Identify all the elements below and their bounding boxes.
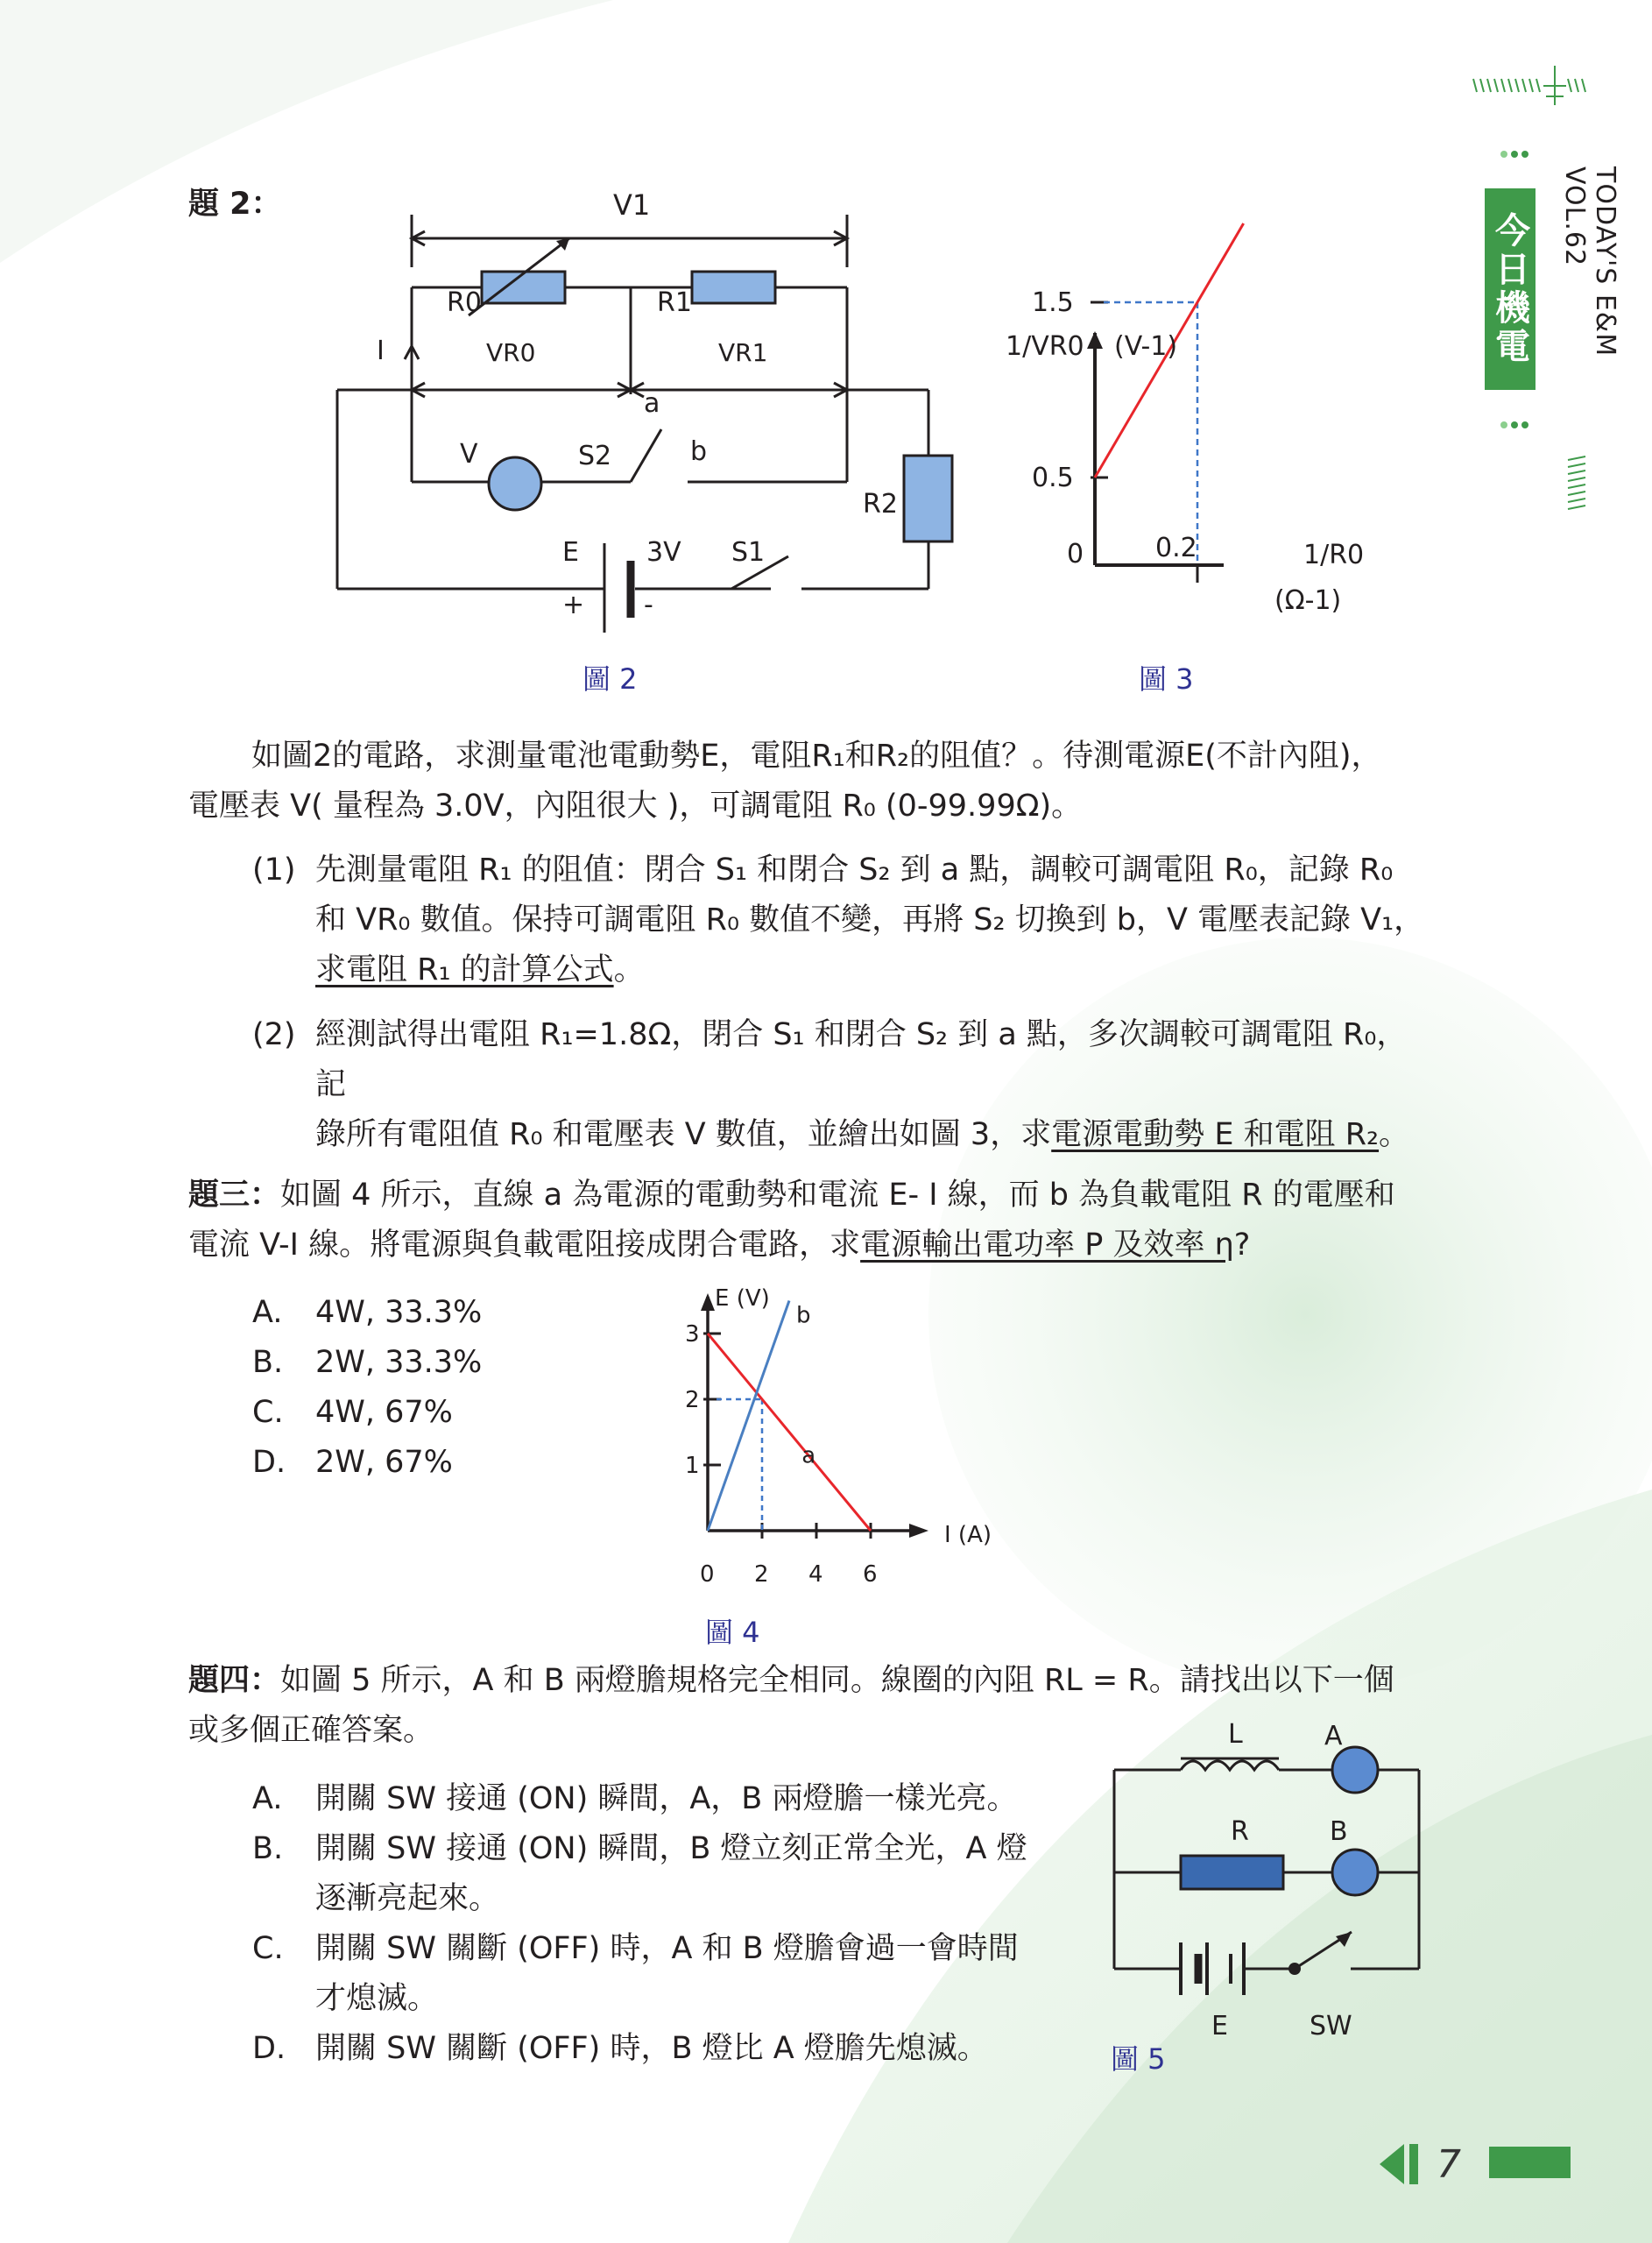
label-r: R	[1231, 1816, 1249, 1847]
figure-3-chart	[999, 287, 1384, 622]
label-r0: R0	[447, 287, 482, 318]
y-tick-label: 3	[685, 1321, 700, 1348]
label-e: E	[1211, 2011, 1228, 2041]
page-arrow-icon	[1380, 2144, 1423, 2184]
q3-option-c-letter: C.	[252, 1395, 284, 1430]
q2-part1-end: 。	[613, 952, 645, 987]
q4-option-b-letter: B.	[252, 1831, 284, 1866]
y-axis-label: 1/VR0	[1006, 331, 1084, 362]
x-tick-label: 4	[808, 1561, 823, 1588]
q3-options	[252, 1288, 603, 1488]
label-s1: S1	[731, 537, 766, 568]
y-axis-arrow	[701, 1293, 715, 1311]
y-axis-arrow	[1087, 331, 1103, 349]
x-axis-unit: (Ω-1)	[1274, 585, 1342, 616]
q3-heading: 題三：	[188, 1178, 281, 1213]
label-a: a	[644, 388, 660, 419]
figure-4-caption: 圖 4	[705, 1616, 760, 1649]
q4-heading: 題四：	[188, 1663, 281, 1698]
q3-option-d-text: 2W, 67%	[315, 1445, 453, 1480]
q3-line1: 如圖 4 所示，直線 a 為電源的電動勢和電流 E- I 線，而 b 為負載電阻 R 的電壓和	[280, 1178, 1395, 1213]
label-i: I	[377, 336, 385, 366]
q2-intro-line1: 如圖2的電路，求測量電池電動勢E，電阻R₁和R₂的阻值？。待測電源E(不計內阻)，	[251, 739, 1382, 774]
q4-option-d-text: 開關 SW 關斷 (OFF) 時，B 燈比 A 燈膽先熄滅。	[315, 2031, 988, 2066]
label-e: E	[562, 537, 579, 568]
q4-option-a-text: 開關 SW 接通 (ON) 瞬間，A，B 兩燈膽一樣光亮。	[315, 1781, 1018, 1816]
q2-intro	[188, 732, 1432, 831]
q2-part1	[252, 846, 1435, 995]
x-tick-label: 0.2	[1155, 533, 1197, 563]
x-tick-label: 6	[863, 1561, 878, 1588]
series-b-label: b	[796, 1302, 811, 1329]
figure-2-caption: 圖 2	[582, 662, 638, 696]
q3-option-c-text: 4W, 67%	[315, 1395, 453, 1430]
label-r2: R2	[863, 489, 898, 520]
q3-text	[188, 1171, 1441, 1270]
q2-part2-underline: 電源電動勢 E 和電阻 R₂	[1051, 1117, 1380, 1152]
q3-underline: 電源輸出電功率 P 及效率 η	[860, 1228, 1234, 1263]
label-v1: V1	[613, 188, 651, 222]
x-tick-label: 0	[1067, 539, 1084, 570]
y-tick-label: 2	[685, 1387, 700, 1413]
q2-part2-end: 。	[1379, 1117, 1410, 1152]
q4-option-b-text2: 逐漸亮起來。	[315, 1881, 500, 1916]
q2-part1-line1: 先測量電阻 R₁ 的阻值：閉合 S₁ 和閉合 S₂ 到 a 點，調較可調電阻 R₀，記錄 R₀	[315, 853, 1394, 888]
footer-bar	[1489, 2147, 1571, 2178]
label-3v: 3V	[646, 537, 681, 568]
q4-option-c-text: 開關 SW 關斷 (OFF) 時，A 和 B 燈膽會過一會時間	[315, 1931, 1019, 1966]
x-tick-label: 0	[700, 1561, 715, 1588]
label-minus: -	[644, 590, 653, 620]
label-lamp-b: B	[1330, 1816, 1348, 1847]
q3-end: ?	[1233, 1228, 1251, 1263]
figure-3-caption: 圖 3	[1139, 662, 1194, 696]
q2-part2-number: (2)	[252, 1017, 296, 1052]
label-r1: R1	[657, 287, 692, 318]
q2-heading: 題 2：	[188, 187, 282, 222]
series-a-label: a	[801, 1442, 816, 1469]
q4-option-c-letter: C.	[252, 1931, 284, 1966]
q3-option-c[interactable]	[252, 1388, 603, 1438]
q4-option-a-letter: A.	[252, 1781, 283, 1816]
q3-option-a-letter: A.	[252, 1295, 283, 1330]
q2-intro-line2: 電壓表 V( 量程為 3.0V，內阻很大 )，可調電阻 R₀ (0-99.99Ω)。	[188, 789, 1083, 824]
label-vr0: VR0	[486, 338, 536, 367]
q3-option-b-text: 2W, 33.3%	[315, 1345, 483, 1380]
q2-part2-line2: 錄所有電阻值 R₀ 和電壓表 V 數值，並繪出如圖 3，求	[315, 1117, 1052, 1152]
section-tab-label: 今日機電	[1489, 212, 1530, 366]
figure-5-circuit	[1104, 1713, 1428, 2046]
page-number: 7	[1437, 2142, 1461, 2187]
y-axis-label: E (V)	[715, 1285, 770, 1312]
x-axis-label: I (A)	[944, 1522, 992, 1548]
q4-option-b[interactable]	[252, 1824, 1041, 1924]
x-axis-label: 1/R0	[1303, 540, 1365, 570]
x-tick-label: 2	[754, 1561, 769, 1588]
q4-option-d-letter: D.	[252, 2031, 286, 2066]
label-l: L	[1228, 1719, 1243, 1750]
q4-option-c[interactable]	[252, 1924, 1041, 2024]
q4-options	[252, 1774, 1041, 2074]
label-vr1: VR1	[718, 338, 768, 367]
q3-option-a-text: 4W, 33.3%	[315, 1295, 483, 1330]
q3-line2: 電流 V-I 線。將電源與負載電阻接成閉合電路，求	[188, 1228, 861, 1263]
magazine-name: TODAY'S E&M VOL.62	[1559, 166, 1620, 357]
q2-part2	[252, 1010, 1435, 1160]
y-tick-label: 1.5	[1032, 287, 1074, 318]
label-lamp-a: A	[1324, 1721, 1343, 1751]
q4-option-b-text: 開關 SW 接通 (ON) 瞬間，B 燈立刻正常全光，A 燈	[315, 1831, 1027, 1866]
x-axis-arrow	[909, 1524, 928, 1538]
label-sw: SW	[1310, 2011, 1352, 2041]
q4-line2: 或多個正確答案。	[188, 1713, 434, 1748]
figure-4-chart	[674, 1279, 1007, 1595]
figure-2-circuit	[324, 175, 955, 701]
q4-option-a[interactable]	[252, 1774, 1041, 1824]
q2-part1-line2: 和 VR₀ 數值。保持可調電阻 R₀ 數值不變，再將 S₂ 切換到 b，V 電壓表記錄 V₁，	[315, 902, 1425, 938]
q4-line1: 如圖 5 所示，A 和 B 兩燈膽規格完全相同。線圈的內阻 RL = R。請找出以下一個	[280, 1663, 1394, 1698]
q3-option-d[interactable]	[252, 1438, 603, 1488]
label-plus: +	[562, 590, 585, 620]
y-axis-unit: (V-1)	[1114, 331, 1178, 362]
q3-option-d-letter: D.	[252, 1445, 286, 1480]
q2-part2-line1: 經測試得出電阻 R₁=1.8Ω，閉合 S₁ 和閉合 S₂ 到 a 點，多次調較可調電阻 R₀，記	[315, 1017, 1408, 1102]
y-tick-label: 1	[685, 1453, 700, 1479]
label-s2: S2	[578, 441, 612, 471]
label-b: b	[690, 436, 708, 467]
q4-option-c-text2: 才熄滅。	[315, 1981, 439, 2016]
q3-option-a[interactable]	[252, 1288, 603, 1338]
q3-option-b[interactable]	[252, 1338, 603, 1388]
q2-part1-number: (1)	[252, 853, 296, 888]
series-a-line	[708, 1334, 871, 1531]
section-tab	[1485, 188, 1536, 390]
label-v: V	[460, 439, 478, 470]
q2-part1-underline: 求電阻 R₁ 的計算公式	[315, 952, 614, 987]
figure-5-caption: 圖 5	[1111, 2042, 1166, 2076]
q4-option-d[interactable]	[252, 2024, 1041, 2074]
y-tick-label: 0.5	[1032, 463, 1074, 493]
q3-option-b-letter: B.	[252, 1345, 284, 1380]
